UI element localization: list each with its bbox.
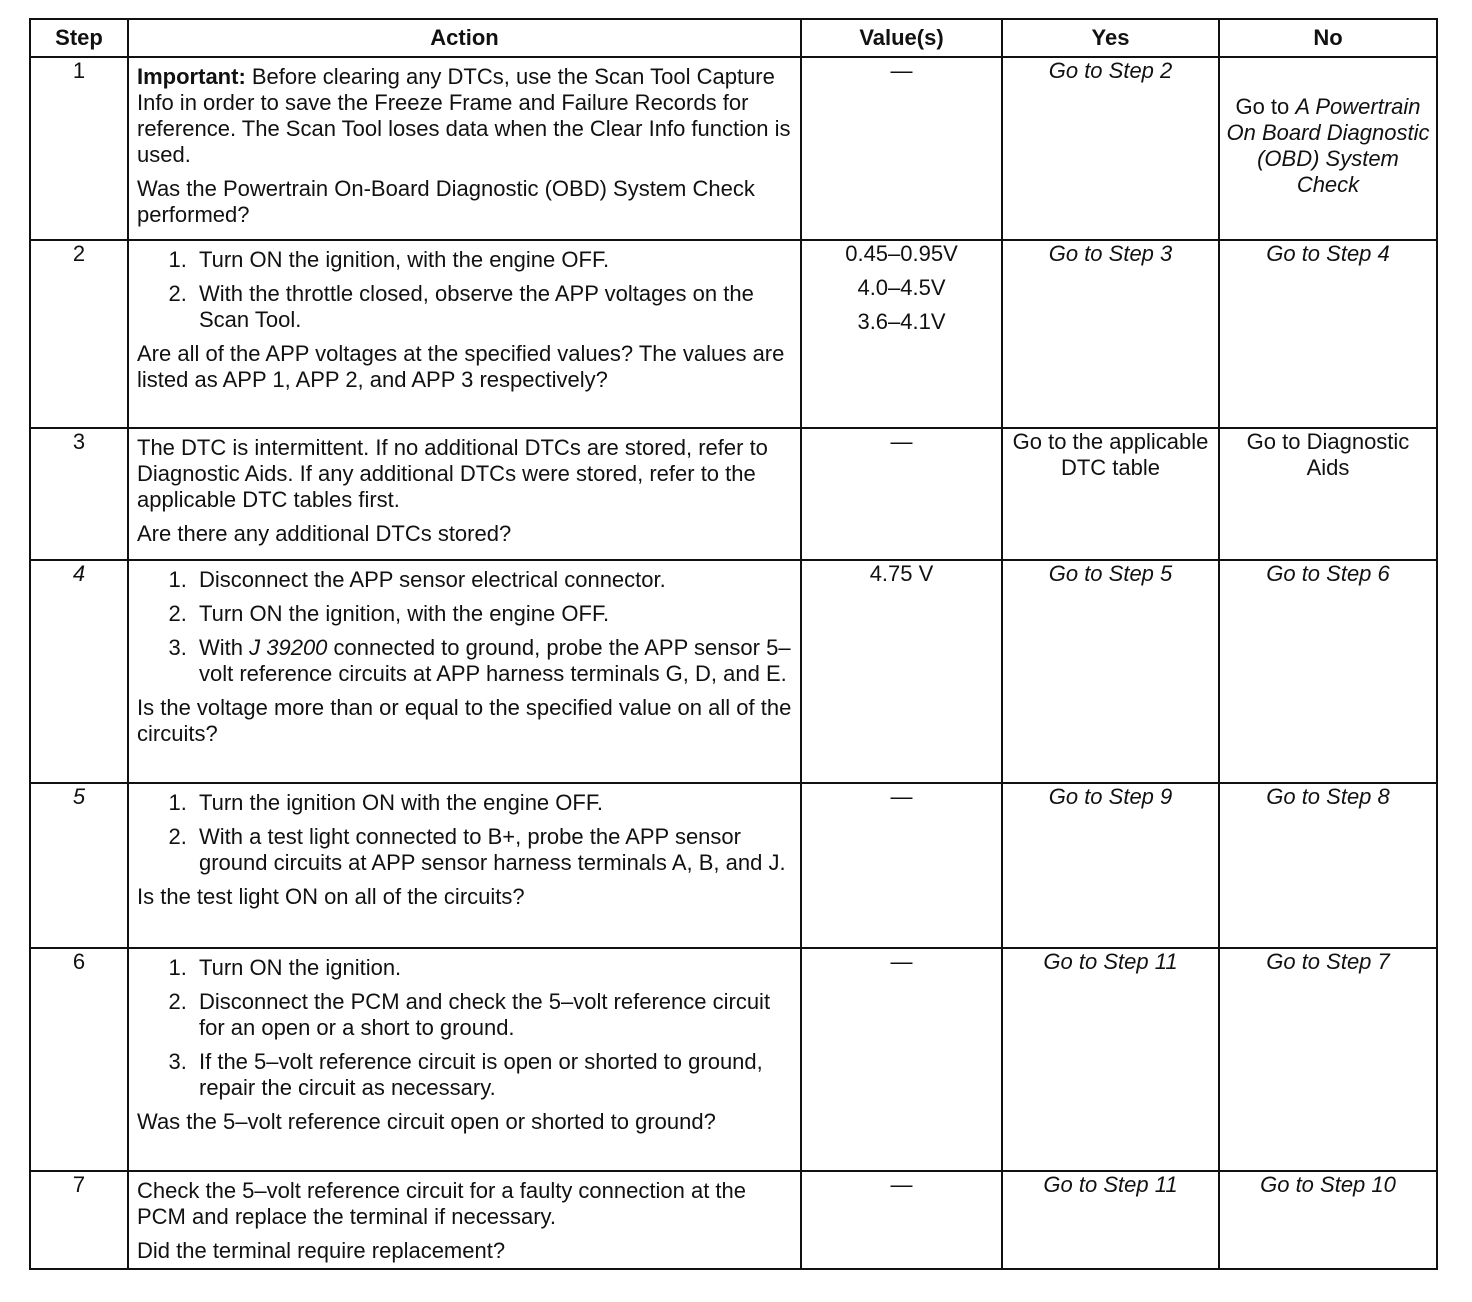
value-cell — [801, 1171, 1002, 1269]
action-step: 1. Disconnect the APP sensor electrical connector. — [193, 567, 792, 593]
no-prefix: Go to — [1235, 93, 1296, 119]
no-cell — [1219, 57, 1437, 240]
important-text: Before clearing any DTCs, use the Scan Tool Capture Info in order to save the Freeze Frame and Failure Records for reference. The Scan Tool loses data when the Clear Info function is used. — [137, 64, 791, 167]
important-label: Important: — [137, 64, 246, 89]
value-text: — — [890, 1172, 913, 1197]
value-text: — — [890, 949, 913, 974]
table-row — [30, 57, 1437, 240]
action-cell — [128, 57, 801, 240]
no-cell: Go to Diagnostic Aids — [1219, 428, 1437, 560]
header-no: No — [1219, 19, 1437, 57]
value-text: — — [890, 58, 913, 83]
table-row — [30, 240, 1437, 428]
value-cell — [801, 948, 1002, 1171]
action-cell — [128, 1171, 801, 1269]
step-number: 5 — [30, 783, 128, 948]
yes-cell: Go to Step 2 — [1002, 57, 1219, 240]
tool-reference: J 39200 — [249, 635, 328, 660]
table-row — [30, 948, 1437, 1171]
action-cell — [128, 240, 801, 428]
value-text: 4.0–4.5V — [857, 275, 946, 300]
no-cell: Go to Step 6 — [1219, 560, 1437, 783]
no-cell: Go to Step 7 — [1219, 948, 1437, 1171]
action-steps — [137, 247, 792, 333]
table-row — [30, 783, 1437, 948]
yes-cell: Go to Step 9 — [1002, 783, 1219, 948]
header-step: Step — [30, 19, 128, 57]
action-step: 2. With the throttle closed, observe the APP voltages on the Scan Tool. — [193, 281, 792, 333]
step-number: 7 — [30, 1171, 128, 1269]
action-question: Are there any additional DTCs stored? — [137, 521, 512, 546]
action-step: 2. Disconnect the PCM and check the 5–volt reference circuit for an open or a short to ground. — [193, 989, 792, 1041]
action-text: Check the 5–volt reference circuit for a faulty connection at the PCM and replace the terminal if necessary. — [137, 1178, 746, 1229]
yes-cell: Go to Step 11 — [1002, 1171, 1219, 1269]
action-cell — [128, 948, 801, 1171]
action-question: Was the Powertrain On-Board Diagnostic (OBD) System Check performed? — [137, 176, 755, 227]
yes-cell: Go to Step 5 — [1002, 560, 1219, 783]
no-italic-link: A Powertrain On Board Diagnostic (OBD) System Check — [1226, 93, 1430, 197]
no-cell: Go to Step 8 — [1219, 783, 1437, 948]
no-cell: Go to Step 4 — [1219, 240, 1437, 428]
action-step-post: connected to ground, probe the APP sensor 5–volt reference circuits at APP harness terminals G, D, and E. — [199, 635, 791, 686]
yes-cell: Go to Step 3 — [1002, 240, 1219, 428]
step-number: 4 — [30, 560, 128, 783]
action-steps — [137, 790, 792, 876]
value-cell — [801, 783, 1002, 948]
action-question: Are all of the APP voltages at the specified values? The values are listed as APP 1, APP 2, and APP 3 respectively? — [137, 341, 785, 392]
action-step — [193, 635, 792, 687]
action-step: 1. Turn ON the ignition, with the engine OFF. — [193, 247, 792, 273]
header-row — [30, 19, 1437, 57]
action-cell — [128, 560, 801, 783]
action-question: Did the terminal require replacement? — [137, 1238, 506, 1263]
value-cell — [801, 240, 1002, 428]
action-cell — [128, 783, 801, 948]
value-text: — — [890, 784, 913, 809]
action-steps — [137, 955, 792, 1101]
action-cell — [128, 428, 801, 560]
action-step-pre: With — [199, 635, 250, 660]
table-row — [30, 428, 1437, 560]
value-text: 0.45–0.95V — [845, 241, 958, 266]
header-action: Action — [128, 19, 801, 57]
action-question: Is the test light ON on all of the circuits? — [137, 884, 525, 909]
value-text: — — [890, 429, 913, 454]
table-row — [30, 1171, 1437, 1269]
diagnostic-table — [29, 18, 1438, 1270]
step-number: 2 — [30, 240, 128, 428]
value-cell — [801, 428, 1002, 560]
no-cell: Go to Step 10 — [1219, 1171, 1437, 1269]
value-cell — [801, 560, 1002, 783]
action-step: 1. Turn ON the ignition. — [193, 955, 792, 981]
action-steps — [137, 567, 792, 687]
step-number: 3 — [30, 428, 128, 560]
header-yes: Yes — [1002, 19, 1219, 57]
action-step: 1. Turn the ignition ON with the engine OFF. — [193, 790, 792, 816]
action-text: The DTC is intermittent. If no additional DTCs are stored, refer to Diagnostic Aids. If any additional DTCs were stored, refer to the applicable DTC tables first. — [137, 435, 768, 512]
action-question: Is the voltage more than or equal to the specified value on all of the circuits? — [137, 695, 792, 746]
value-text: 4.75 V — [869, 561, 934, 586]
value-text: 3.6–4.1V — [857, 309, 946, 334]
step-number: 1 — [30, 57, 128, 240]
important-note — [137, 64, 792, 168]
action-step: 2. Turn ON the ignition, with the engine OFF. — [193, 601, 792, 627]
table-row — [30, 560, 1437, 783]
header-values: Value(s) — [801, 19, 1002, 57]
yes-cell: Go to the applicable DTC table — [1002, 428, 1219, 560]
value-cell — [801, 57, 1002, 240]
action-question: Was the 5–volt reference circuit open or shorted to ground? — [137, 1109, 716, 1134]
yes-cell: Go to Step 11 — [1002, 948, 1219, 1171]
step-number: 6 — [30, 948, 128, 1171]
action-step: 2. With a test light connected to B+, probe the APP sensor ground circuits at APP sensor harness terminals A, B, and J. — [193, 824, 792, 876]
action-step: 3. If the 5–volt reference circuit is open or shorted to ground, repair the circuit as necessary. — [193, 1049, 792, 1101]
